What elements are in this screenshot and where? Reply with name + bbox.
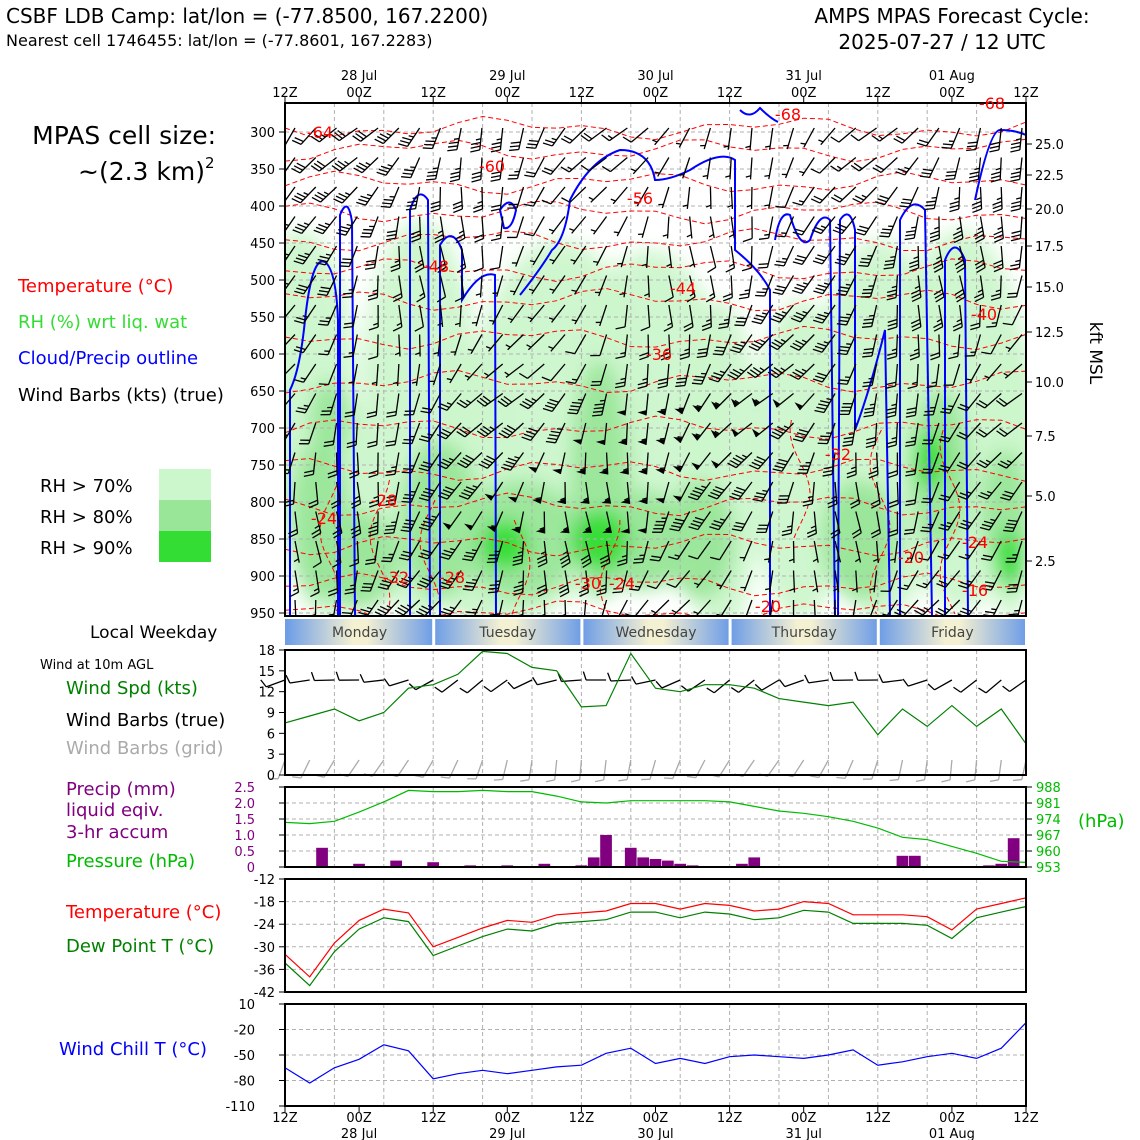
top-tick-label: 12Z [568, 86, 595, 101]
legend-precip-3: 3-hr accum [66, 822, 169, 843]
title-left: CSBF LDB Camp: lat/lon = (-77.8500, 167.2200) [6, 4, 489, 28]
weekday-label: Thursday [771, 625, 837, 641]
bottom-tick-label: 12Z [272, 1111, 298, 1126]
isotherm-label: -48 [422, 257, 450, 276]
bottom-tick-label: 12Z [1013, 1111, 1039, 1126]
wind-ytick-label: 0 [266, 769, 275, 784]
temp-ytick-label: -24 [253, 918, 275, 934]
top-tick-label: 00Z [642, 86, 669, 101]
pressure-tick-label: 500 [250, 274, 275, 289]
isotherm-label: -30 [574, 574, 602, 593]
bottom-date-label: 01 Aug [928, 1127, 975, 1140]
title-right-1: AMPS MPAS Forecast Cycle: [814, 4, 1090, 28]
isotherm-label: -64 [306, 123, 334, 142]
wind-ytick-label: 9 [266, 706, 275, 722]
wc-ytick-label: -110 [225, 1100, 255, 1115]
bottom-tick-label: 12Z [568, 1111, 595, 1126]
wind-ytick-label: 12 [258, 685, 275, 701]
precip-bar [625, 848, 637, 867]
pressure-ytick-label: 981 [1036, 797, 1061, 812]
top-tick-label: 00Z [346, 86, 372, 101]
legend-temperature-2: Temperature (°C) [66, 902, 222, 923]
height-tick-label: 10.0 [1035, 376, 1064, 391]
legend-dew-point: Dew Point T (°C) [66, 936, 215, 957]
pressure-unit: (hPa) [1078, 811, 1125, 832]
precip-ytick-label: 2.5 [234, 781, 255, 796]
top-date-label: 30 Jul [637, 69, 674, 84]
bottom-tick-label: 00Z [790, 1111, 817, 1126]
top-tick-label: 12Z [865, 86, 891, 101]
legend-wind-speed: Wind Spd (kts) [66, 678, 198, 699]
top-tick-label: 00Z [494, 86, 521, 101]
height-tick-label: 15.0 [1035, 281, 1064, 296]
legend-temperature: Temperature (°C) [18, 276, 174, 297]
precip-bar [650, 859, 662, 867]
precip-bar [316, 848, 328, 867]
wind-ytick-label: 15 [258, 664, 275, 680]
legend-precip-2: liquid eqiv. [66, 800, 164, 821]
bottom-date-label: 31 Jul [785, 1127, 822, 1140]
isotherm-label: -60 [478, 157, 506, 176]
swatch-rh90 [159, 531, 211, 562]
legend-wind-barbs: Wind Barbs (kts) (true) [18, 385, 224, 406]
legend-rh80: RH > 80% [40, 507, 133, 528]
isotherm-label: -28 [370, 491, 398, 510]
isotherm-label: -28 [438, 568, 466, 587]
pressure-tick-label: 650 [250, 385, 275, 400]
title-right-2: 2025-07-27 / 12 UTC [838, 30, 1046, 54]
precip-bar [588, 857, 600, 867]
pressure-ytick-label: 974 [1036, 813, 1061, 828]
height-tick-label: 17.5 [1035, 240, 1064, 255]
temp-ytick-label: -36 [253, 963, 275, 979]
pressure-ytick-label: 967 [1036, 829, 1061, 844]
height-axis-title: kft MSL [1085, 321, 1105, 385]
pressure-ytick-label: 953 [1036, 861, 1061, 876]
barb-staff [378, 335, 379, 357]
height-tick-label: 2.5 [1035, 555, 1056, 570]
isotherm-label: -24 [310, 509, 338, 528]
precip-ytick-label: 0.5 [234, 845, 255, 860]
swatch-rh80 [159, 500, 211, 531]
top-date-label: 29 Jul [489, 69, 526, 84]
top-tick-label: 00Z [939, 86, 965, 101]
isotherm-label: -20 [897, 548, 925, 567]
label-wind-10m: Wind at 10m AGL [40, 658, 154, 673]
wc-ytick-label: -20 [233, 1023, 255, 1039]
top-tick-label: 00Z [790, 86, 817, 101]
pressure-tick-label: 350 [250, 163, 275, 178]
top-tick-label: 12Z [420, 86, 446, 101]
isotherm-label: -20 [754, 597, 782, 616]
pressure-tick-label: 400 [250, 200, 275, 215]
legend-rh: RH (%) wrt liq. wat [18, 312, 188, 333]
rh-blob [310, 380, 350, 460]
bottom-date-label: 29 Jul [489, 1127, 526, 1140]
weekday-edge [285, 619, 288, 645]
weekday-label: Friday [931, 625, 974, 641]
precip-ytick-label: 0 [246, 861, 255, 876]
precip-bar [748, 857, 760, 867]
top-tick-label: 12Z [272, 86, 298, 101]
precip-ytick-label: 2.0 [234, 797, 255, 812]
height-tick-label: 22.5 [1035, 169, 1064, 184]
temp-ytick-label: -42 [253, 986, 275, 1001]
top-date-label: 31 Jul [785, 69, 822, 84]
isotherm-label: -16 [961, 581, 989, 600]
wc-ytick-label: -80 [233, 1074, 255, 1090]
precip-bar [909, 856, 921, 867]
temp-ytick-label: -12 [253, 873, 275, 888]
wc-ytick-label: -50 [233, 1049, 255, 1064]
precip-bar [637, 857, 649, 867]
legend-barbs-grid: Wind Barbs (grid) [66, 738, 224, 759]
bottom-tick-label: 00Z [642, 1111, 669, 1126]
isotherm-label: -40 [970, 305, 998, 324]
legend-precip-1: Precip (mm) [66, 779, 176, 800]
wind-ytick-label: 6 [266, 727, 275, 743]
height-tick-label: 20.0 [1035, 203, 1064, 218]
cell-size-line-1: MPAS cell size: [32, 121, 216, 150]
isotherm-label: -32 [824, 445, 852, 464]
top-date-label: 28 Jul [340, 69, 378, 84]
height-tick-label: 5.0 [1035, 490, 1056, 505]
height-tick-label: 12.5 [1035, 326, 1064, 341]
legend-rh70: RH > 70% [40, 476, 133, 497]
pressure-tick-label: 450 [250, 237, 275, 252]
isotherm-label: -24 [608, 574, 636, 593]
bottom-tick-label: 00Z [939, 1111, 965, 1126]
pressure-tick-label: 900 [250, 570, 275, 585]
wind-ytick-label: 3 [266, 748, 275, 764]
weekday-label: Wednesday [615, 625, 697, 641]
pressure-tick-label: 850 [250, 533, 275, 548]
subtitle-left: Nearest cell 1746455: lat/lon = (-77.8601, 167.2283) [6, 31, 433, 50]
bottom-tick-label: 00Z [346, 1111, 372, 1126]
pressure-ytick-label: 988 [1036, 781, 1061, 796]
precip-bar [600, 835, 612, 867]
pressure-ytick-label: 960 [1036, 845, 1061, 860]
legend-barbs-true: Wind Barbs (true) [66, 710, 226, 731]
cell-size-superscript: 2 [205, 154, 215, 172]
isotherm-label: -56 [626, 189, 654, 208]
weekday-label: Monday [331, 625, 388, 641]
pressure-tick-label: 750 [250, 459, 275, 474]
precip-bar [1008, 838, 1020, 867]
bottom-tick-label: 12Z [420, 1111, 446, 1126]
temp-ytick-label: -30 [253, 940, 275, 956]
wc-ytick-label: 10 [238, 998, 255, 1013]
pressure-tick-label: 800 [250, 496, 275, 511]
isotherm-label: -44 [669, 279, 697, 298]
wind-ytick-label: 18 [258, 644, 275, 659]
cell-size-line-2: ~(2.3 km) [78, 157, 205, 186]
height-tick-label: 25.0 [1035, 138, 1064, 153]
label-local-weekday: Local Weekday [90, 623, 218, 643]
bottom-date-label: 28 Jul [340, 1127, 378, 1140]
bottom-tick-label: 12Z [865, 1111, 891, 1126]
isotherm-label: -68 [774, 105, 802, 124]
isotherm-label: -68 [978, 94, 1006, 113]
pressure-tick-label: 300 [250, 126, 275, 141]
precip-ytick-label: 1.0 [234, 829, 255, 844]
bottom-date-label: 30 Jul [637, 1127, 674, 1140]
weekday-bar [285, 619, 1025, 645]
top-date-label: 01 Aug [928, 69, 975, 84]
pressure-tick-label: 950 [250, 607, 275, 622]
pressure-tick-label: 600 [250, 348, 275, 363]
top-tick-label: 12Z [1013, 86, 1039, 101]
isotherm-label: -32 [382, 568, 410, 587]
legend-pressure: Pressure (hPa) [66, 851, 196, 872]
top-tick-label: 12Z [716, 86, 743, 101]
bottom-tick-label: 00Z [494, 1111, 521, 1126]
pressure-tick-label: 700 [250, 422, 275, 437]
bottom-tick-label: 12Z [716, 1111, 743, 1126]
isotherm-label: -36 [645, 345, 673, 364]
height-tick-label: 7.5 [1035, 430, 1056, 445]
legend-rh90: RH > 90% [40, 538, 133, 559]
weekday-label: Tuesday [479, 625, 537, 641]
precip-bar [897, 856, 909, 867]
temp-ytick-label: -18 [253, 895, 275, 911]
legend-cloud-outline: Cloud/Precip outline [18, 348, 199, 369]
swatch-rh70 [159, 469, 211, 500]
legend-wind-chill: Wind Chill T (°C) [59, 1039, 207, 1060]
precip-ytick-label: 1.5 [234, 813, 255, 828]
pressure-tick-label: 550 [250, 311, 275, 326]
isotherm-label: -24 [961, 533, 989, 552]
